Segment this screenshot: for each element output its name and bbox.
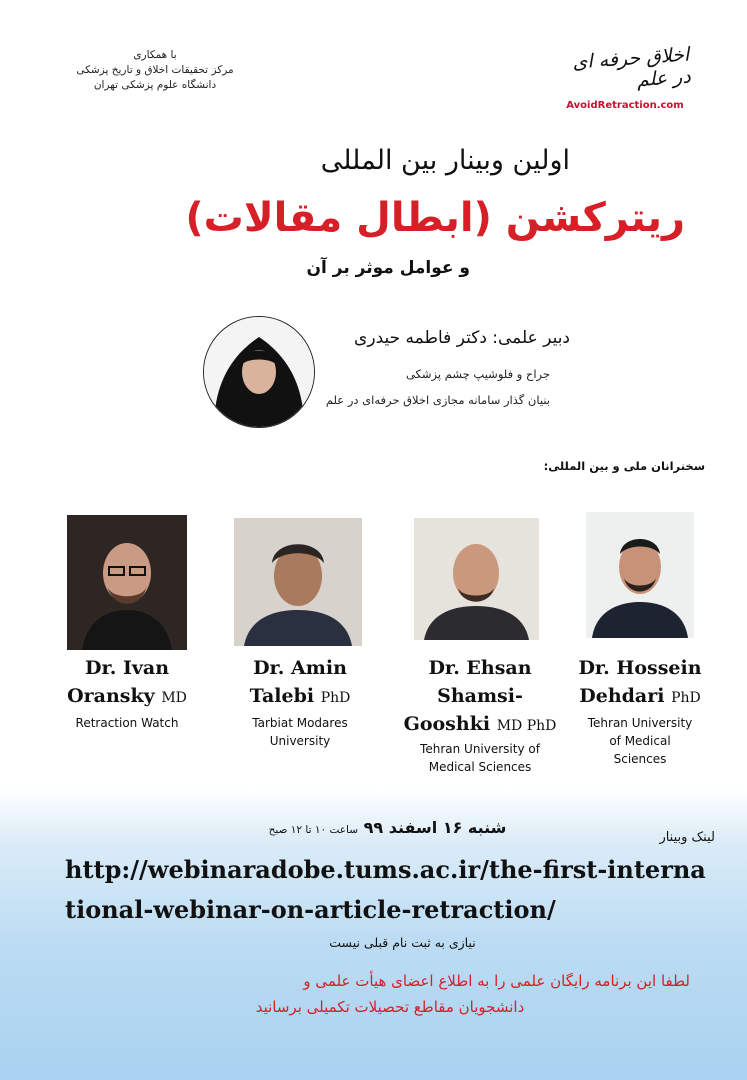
speaker-photo-oransky — [67, 515, 187, 650]
speaker-name-first: Dr. Amin — [253, 657, 347, 679]
collaboration-block — [70, 48, 240, 93]
scientific-secretary-title: جراح و فلوشیپ چشم پزشکی — [405, 367, 550, 381]
speakers-heading: سخنرانان ملی و بین المللی: — [543, 459, 705, 473]
event-date-time — [255, 818, 520, 837]
no-registration-note: نیازی به ثبت نام قبلی نیست — [329, 935, 476, 950]
speaker-name-first: Dr. Ehsan — [428, 657, 532, 679]
man-portrait-icon — [414, 518, 539, 640]
woman-portrait-icon — [204, 317, 314, 427]
speaker-degree: MD — [161, 690, 187, 706]
speaker-card-talebi — [225, 654, 375, 750]
speaker-affiliation: Tarbiat Modares University — [252, 716, 348, 748]
speaker-name-last-2 — [395, 710, 565, 740]
speaker-affiliation: Tehran University of Medical Sciences — [587, 716, 693, 766]
event-date: شنبه ۱۶ اسفند ۹۹ — [363, 818, 507, 837]
man-portrait-icon — [67, 515, 187, 650]
event-time: ساعت ۱۰ تا ۱۲ صبح — [268, 824, 359, 836]
man-portrait-icon — [586, 512, 694, 638]
man-portrait-icon — [234, 518, 362, 646]
logo-url: AvoidRetraction.com — [566, 100, 684, 111]
speaker-photo-shamsi — [414, 518, 539, 640]
speaker-photo-dehdari — [586, 512, 694, 638]
logo — [560, 43, 692, 118]
speaker-last-name: Gooshki — [403, 713, 491, 735]
secretary-portrait — [203, 316, 315, 428]
speaker-name-first: Dr. Ivan — [84, 657, 170, 679]
webinar-url-link[interactable]: http://webinaradobe.tums.ac.ir/the-first-international-webinar-on-article-retraction/ — [65, 855, 706, 924]
speaker-card-shamsi — [395, 654, 565, 776]
speaker-last-name: Talebi — [249, 685, 315, 707]
speaker-degree: MD PhD — [496, 718, 557, 734]
speaker-name-last: Shamsi- — [437, 685, 523, 707]
speaker-name-last — [52, 682, 202, 712]
speaker-degree: PhD — [320, 690, 351, 706]
title-line-3: و عوامل موثر بر آن — [306, 258, 470, 278]
logo-text: اخلاق حرفه ای در علم — [571, 43, 692, 92]
title-line-2: ریترکشن (ابطال مقالات) — [185, 195, 685, 241]
speaker-degree: PhD — [671, 690, 701, 706]
collab-line-2: مرکز تحقیقات اخلاق و تاریخ پزشکی — [76, 64, 234, 76]
speaker-name-last — [225, 682, 375, 712]
title-line-1: اولین وبینار بین المللی — [320, 145, 570, 176]
speaker-name-first: Dr. Hossein — [578, 657, 702, 679]
speaker-affiliation: Tehran University of Medical Sciences — [420, 742, 540, 774]
collab-line-3: دانشگاه علوم پزشکی تهران — [93, 79, 217, 91]
speaker-card-oransky — [52, 654, 202, 732]
webinar-link-label: لینک وبینار — [659, 830, 715, 845]
scientific-secretary-label: دبیر علمی: دکتر فاطمه حیدری — [354, 328, 570, 348]
speaker-photo-talebi — [234, 518, 362, 646]
collab-line-1: با همکاری — [133, 49, 177, 61]
speaker-affiliation: Retraction Watch — [75, 716, 179, 730]
speaker-name-last — [575, 682, 705, 712]
request-line-2: دانشجویان مقاطع تحصیلات تکمیلی برسانید — [255, 998, 525, 1016]
request-line-1: لطفا این برنامه رایگان علمی را به اطلاع اعضای هیأت علمی و — [303, 972, 690, 990]
speaker-last-name: Dehdari — [579, 685, 665, 707]
speaker-card-dehdari — [575, 654, 705, 768]
speaker-last-name: Oransky — [67, 685, 155, 707]
scientific-secretary-role: بنیان گذار سامانه مجازی اخلاق حرفه‌ای در علم — [325, 393, 550, 407]
